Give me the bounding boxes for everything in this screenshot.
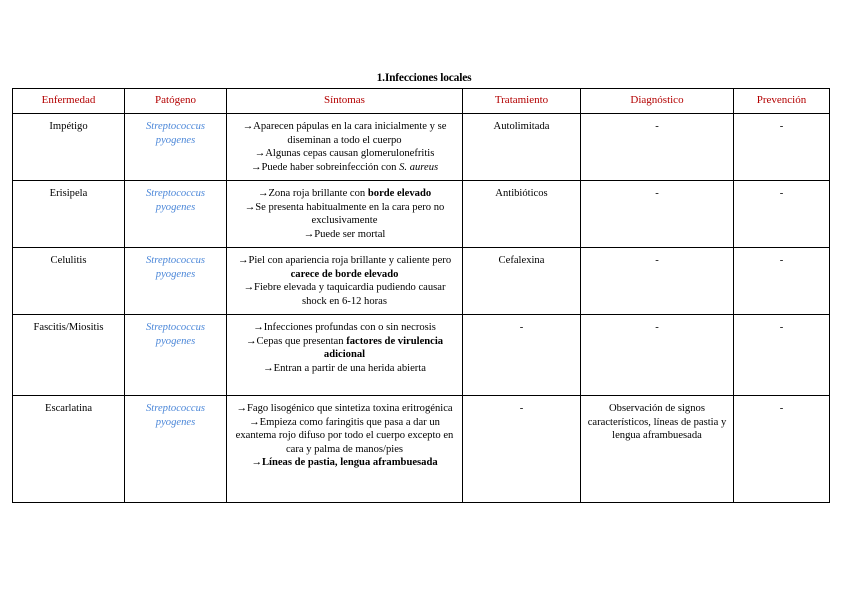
- cell-enfermedad: Celulitis: [13, 248, 125, 315]
- header-enfermedad: Enfermedad: [13, 89, 125, 114]
- cell-sintomas: [227, 181, 463, 248]
- symptom-text: →Piel con apariencia roja brillante y caliente pero: [237, 255, 452, 266]
- symptom-line: →Fago lisogénico que sintetiza toxina eritrogénica: [236, 403, 453, 414]
- table-row: [13, 181, 830, 248]
- header-diagnostico: Diagnóstico: [581, 89, 734, 114]
- header-tratamiento: Tratamiento: [463, 89, 581, 114]
- pathogen-genus: Streptococcus: [145, 322, 206, 333]
- section-title: 1.Infecciones locales: [376, 72, 472, 84]
- pathogen-genus: Streptococcus: [145, 188, 206, 199]
- cell-enfermedad: Fascitis/Miositis: [13, 315, 125, 396]
- symptom-line: [230, 187, 459, 201]
- symptom-line: [230, 254, 459, 281]
- symptom-line: →Se presenta habitualmente en la cara pero no exclusivamente: [244, 201, 445, 227]
- cell-diagnostico: Observación de signos característicos, líneas de pastia y lengua aframbuesada: [581, 396, 734, 503]
- table-header-row: [13, 89, 830, 114]
- cell-prevencion: -: [734, 396, 830, 503]
- pathogen-species: pyogenes: [155, 335, 196, 347]
- cell-patogeno: [125, 396, 227, 503]
- pathogen-genus: Streptococcus: [145, 121, 206, 132]
- cell-diagnostico: -: [581, 114, 734, 181]
- table-row: [13, 396, 830, 503]
- symptom-bold-line: →Líneas de pastia, lengua aframbuesada: [251, 457, 438, 469]
- pathogen-genus: Streptococcus: [145, 255, 206, 266]
- cell-tratamiento: -: [463, 396, 581, 503]
- cell-diagnostico: -: [581, 248, 734, 315]
- symptom-text: →Puede haber sobreinfección con: [250, 161, 400, 173]
- infections-table: [12, 88, 830, 503]
- symptom-bold: factores de virulencia adicional: [323, 335, 444, 361]
- cell-prevencion: -: [734, 315, 830, 396]
- symptom-line: [230, 335, 459, 362]
- symptom-line: →Puede ser mortal: [303, 228, 386, 240]
- table-row: [13, 315, 830, 396]
- cell-diagnostico: -: [581, 315, 734, 396]
- symptom-line: [230, 161, 459, 175]
- cell-enfermedad: Impétigo: [13, 114, 125, 181]
- cell-enfermedad: Escarlatina: [13, 396, 125, 503]
- cell-prevencion: -: [734, 248, 830, 315]
- symptom-line: →Aparecen pápulas en la cara inicialmente y se diseminan a todo el cuerpo: [242, 121, 447, 146]
- header-patogeno: Patógeno: [125, 89, 227, 114]
- symptom-line: →Infecciones profundas con o sin necrosis: [253, 322, 436, 333]
- pathogen-genus: Streptococcus: [145, 403, 206, 414]
- cell-patogeno: [125, 181, 227, 248]
- symptom-line: →Empieza como faringitis que pasa a dar un exantema rojo difuso por todo el cuerpo excepto en cara y palma de manos/pies: [235, 416, 454, 455]
- cell-diagnostico: -: [581, 181, 734, 248]
- cell-prevencion: -: [734, 114, 830, 181]
- symptom-bold: carece de borde elevado: [290, 268, 399, 280]
- cell-sintomas: [227, 114, 463, 181]
- header-sintomas: Síntomas: [227, 89, 463, 114]
- symptom-line: →Algunas cepas causan glomerulonefritis: [254, 148, 435, 160]
- pathogen-species: pyogenes: [155, 134, 196, 146]
- pathogen-species: pyogenes: [155, 201, 196, 213]
- symptom-bold: borde elevado: [367, 188, 432, 199]
- symptom-text: →Cepas que presentan: [245, 335, 347, 347]
- cell-tratamiento: Antibióticos: [463, 181, 581, 248]
- cell-tratamiento: -: [463, 315, 581, 396]
- cell-sintomas: [227, 396, 463, 503]
- symptom-line: →Entran a partir de una herida abierta: [263, 362, 426, 374]
- cell-enfermedad: Erisipela: [13, 181, 125, 248]
- cell-prevencion: -: [734, 181, 830, 248]
- cell-patogeno: [125, 248, 227, 315]
- pathogen-species: pyogenes: [155, 268, 196, 280]
- pathogen-species: pyogenes: [155, 416, 196, 428]
- cell-patogeno: [125, 315, 227, 396]
- table-row: [13, 248, 830, 315]
- header-prevencion: Prevención: [734, 89, 830, 114]
- cell-sintomas: [227, 248, 463, 315]
- cell-sintomas: [227, 315, 463, 396]
- symptom-italic: S. aureus: [399, 161, 439, 173]
- symptom-line: →Fiebre elevada y taquicardia pudiendo causar shock en 6-12 horas: [243, 282, 446, 307]
- cell-tratamiento: Cefalexina: [463, 248, 581, 315]
- cell-tratamiento: Autolimitada: [463, 114, 581, 181]
- cell-patogeno: [125, 114, 227, 181]
- table-row: [13, 114, 830, 181]
- symptom-text: →Zona roja brillante con: [257, 188, 368, 199]
